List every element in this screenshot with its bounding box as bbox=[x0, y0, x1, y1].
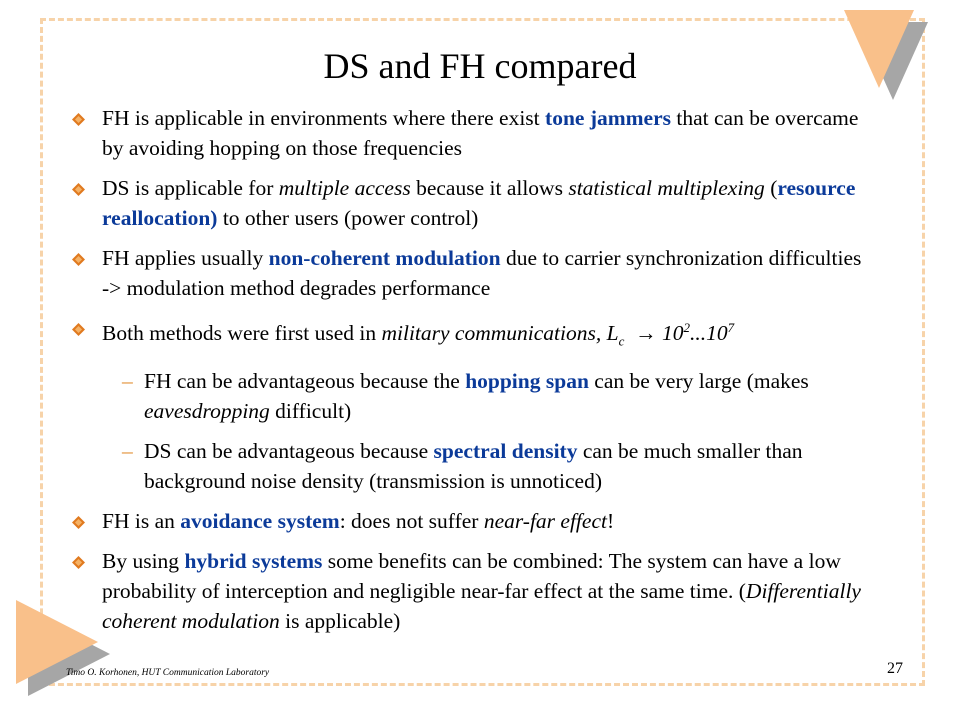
dash-bullet-icon: – bbox=[122, 439, 133, 464]
orange-diamond-bullet-icon bbox=[72, 323, 85, 336]
bullet-item: By using hybrid systems some benefits can be combined: The system can have a low probability of interception and negligible near-far effect at the same time. (Differentially coherent modulation is applicable) bbox=[70, 546, 870, 636]
bullet-item: Both methods were first used in military communications, $L_c \to 10^2...10^7$ bbox=[70, 313, 870, 356]
highlight-term: tone jammers bbox=[545, 106, 671, 130]
orange-diamond-bullet-icon bbox=[72, 183, 85, 196]
bullet-item: FH is applicable in environments where there exist tone jammers that can be overcame by avoiding hopping on those frequencies bbox=[70, 103, 870, 163]
highlight-term: hybrid systems bbox=[184, 549, 323, 574]
math-expression: $L_c \to 10^2...10^7$ bbox=[606, 320, 735, 349]
orange-diamond-bullet-icon bbox=[72, 516, 85, 529]
orange-diamond-bullet-icon bbox=[72, 556, 85, 569]
highlight-term: hopping span bbox=[465, 369, 589, 394]
page-number: 27 bbox=[887, 660, 903, 677]
sub-bullet-item: – FH can be advantageous because the hopping span can be very large (makes eavesdropping difficult) bbox=[70, 366, 870, 426]
footer-author: Timo O. Korhonen, HUT Communication Laboratory bbox=[66, 668, 270, 678]
highlight-term: resource reallocation) bbox=[102, 176, 856, 230]
slide-body bbox=[70, 103, 870, 646]
dash-bullet-icon: – bbox=[122, 369, 133, 394]
bullet-item: DS is applicable for multiple access because it allows statistical multiplexing (resource reallocation) to other users (power control) bbox=[70, 173, 870, 233]
sub-bullet-item: – DS can be advantageous because spectral density can be much smaller than background noise density (transmission is unnoticed) bbox=[70, 436, 870, 496]
orange-diamond-bullet-icon bbox=[72, 253, 85, 266]
bullet-item: FH applies usually non-coherent modulation due to carrier synchronization difficulties -> modulation method degrades performance bbox=[70, 243, 870, 303]
highlight-term: avoidance system bbox=[180, 509, 340, 534]
bullet-item: FH is an avoidance system: does not suffer near-far effect! bbox=[70, 506, 870, 536]
highlight-term: spectral density bbox=[433, 439, 578, 464]
orange-diamond-bullet-icon bbox=[72, 113, 85, 126]
highlight-term: non-coherent modulation bbox=[268, 246, 501, 270]
slide-title: DS and FH compared bbox=[323, 46, 637, 86]
